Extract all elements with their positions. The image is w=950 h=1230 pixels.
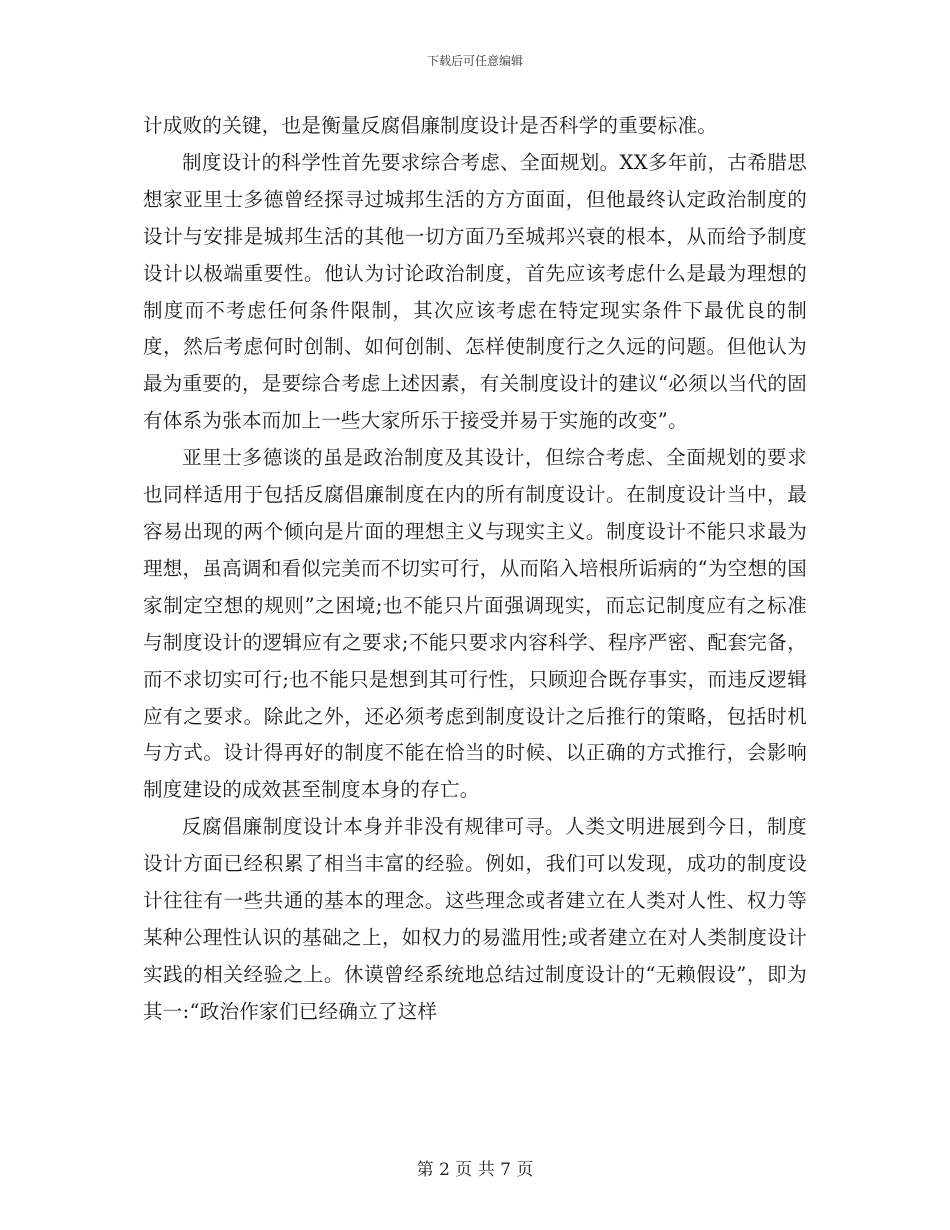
page-header: 下载后可任意编辑: [426, 54, 523, 68]
paragraph-design-principles: 反腐倡廉制度设计本身并非没有规律可寻。人类文明进展到今日，制度设计方面已经积累了相当丰富的经验。例如，我们可以发现，成功的制度设计往往有一些共通的基本的理念。这些理念或者建立在人类对人性、权力等某种公理性认识的基础之上，如权力的易滥用性;或者建立在对人类制度设计实践的相关经验之上。休谟曾经系统地总结过制度设计的“无赖假设”，即为其一:“政治作家们已经确立了这样: [143, 815, 807, 1023]
paragraph-continuation: 计成败的关键，也是衡量反腐倡廉制度设计是否科学的重要标准。: [143, 114, 718, 137]
paragraph-aristotle-design: 制度设计的科学性首先要求综合考虑、全面规划。XX多年前，古希腊思想家亚里士多德曾经探寻过城邦生活的方方面面，但他最终认定政治制度的设计与安排是城邦生活的其他一切方面乃至城邦兴衰的根本，从而给予制度设计以极端重要性。他认为讨论政治制度，首先应该考虑什么是最为理想的制度而不考虑任何条件限制，其次应该考虑在特定现实条件下最优良的制度，然后考虑何时创制、如何创制、怎样使制度行之久远的问题。但他认为最为重要的，是要综合考虑上述因素，有关制度设计的建议“必须以当代的固有体系为张本而加上一些大家所乐于接受并易于实施的改变”。: [143, 150, 807, 433]
document-body: [143, 108, 807, 1031]
paragraph-comprehensive-planning: 亚里士多德谈的虽是政治制度及其设计，但综合考虑、全面规划的要求也同样适用于包括反腐倡廉制度在内的所有制度设计。在制度设计当中，最容易出现的两个倾向是片面的理想主义与现实主义。制度设计不能只求最为理想，虽高调和看似完美而不切实可行，从而陷入培根所诟病的“为空想的国家制定空想的规则”之困境;也不能只片面强调现实，而忘记制度应有之标准与制度设计的逻辑应有之要求;不能只要求内容科学、程序严密、配套完备，而不求切实可行;也不能只是想到其可行性，只顾迎合既存事实，而违反逻辑应有之要求。除此之外，还必须考虑到制度设计之后推行的策略，包括时机与方式。设计得再好的制度不能在恰当的时候、以正确的方式推行，会影响制度建设的成效甚至制度本身的存亡。: [143, 446, 807, 802]
page-footer: 第 2 页 共 7 页: [416, 1160, 534, 1180]
